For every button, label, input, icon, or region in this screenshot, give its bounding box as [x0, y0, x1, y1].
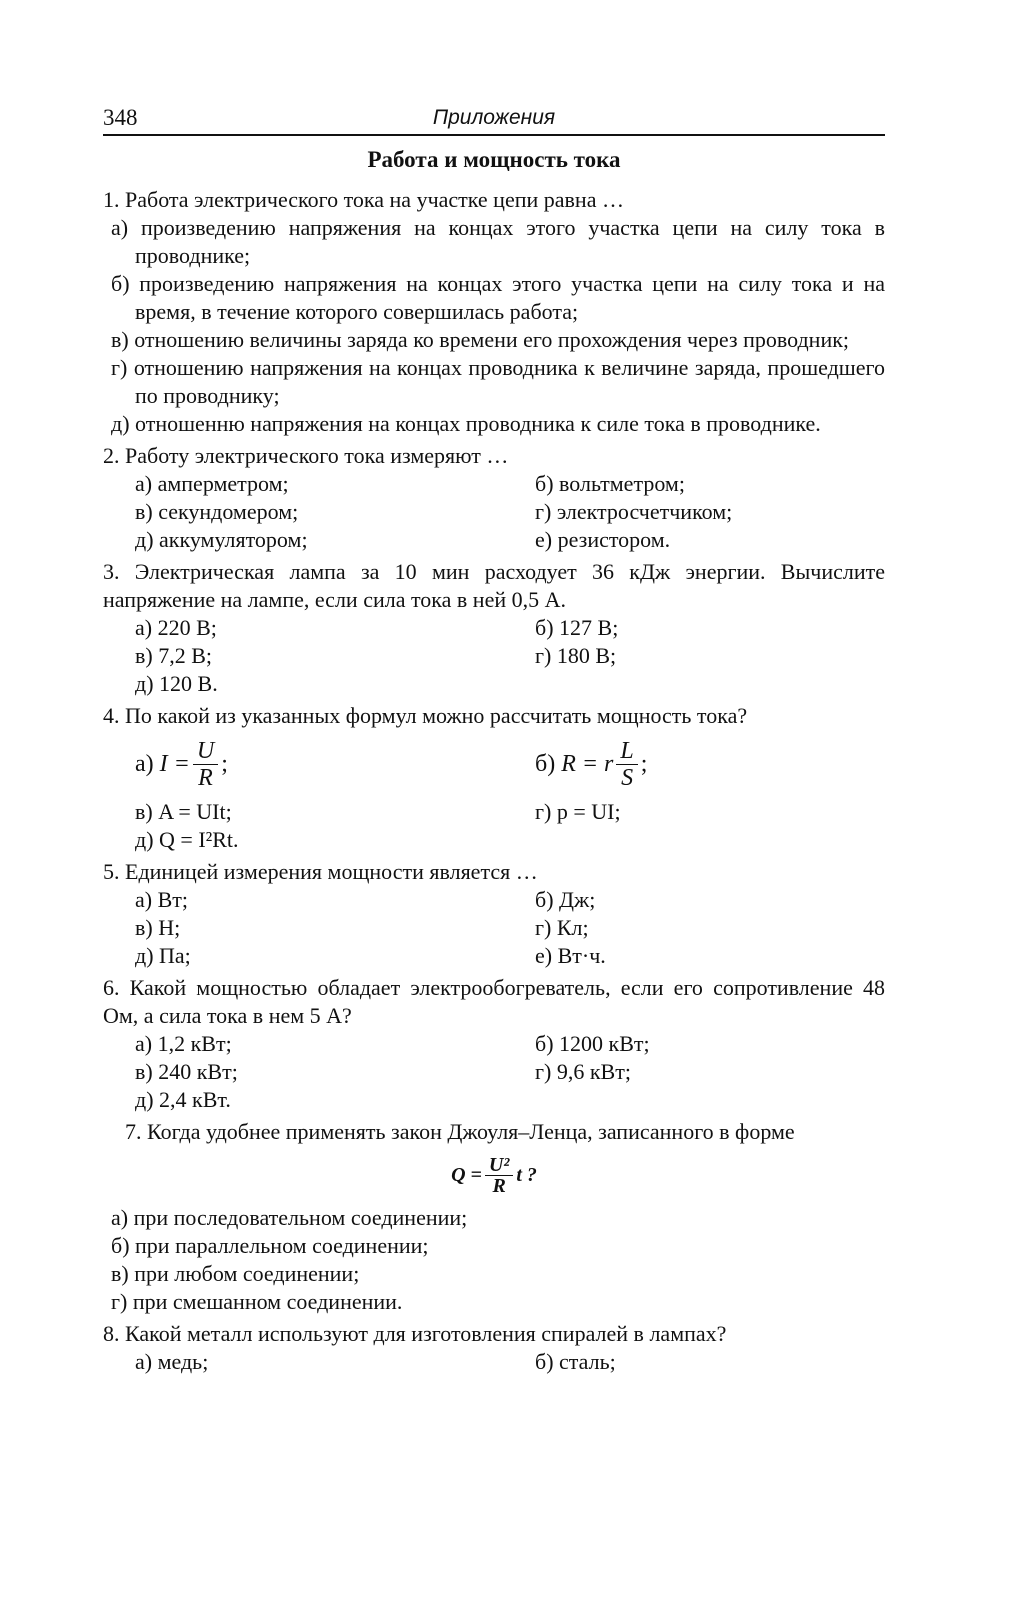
q7-formula-lhs: Q = [451, 1164, 482, 1186]
q6-option-b: б) 1200 кВт; [535, 1031, 650, 1056]
question-5 [103, 858, 885, 970]
question-6-text: 6. Какой мощностью обладает электрообогреватель, если его сопротивление 48 Ом, а сила тока в нем 5 А? [103, 975, 885, 1028]
q7-option-d: г) при смешанном соединении. [111, 1289, 403, 1314]
q7-option-b: б) при параллельном соединении; [111, 1233, 429, 1258]
q3-option-d: г) 180 В; [535, 643, 617, 668]
q2-option-b: б) вольтметром; [535, 471, 685, 496]
q4-formula-row [103, 730, 885, 798]
page-header [103, 104, 885, 136]
q3-option-c: в) 7,2 В; [135, 643, 212, 668]
q7-option-a: а) при последовательном соединении; [111, 1205, 468, 1230]
q4-option-e: д) Q = I²Rt. [135, 827, 239, 852]
q6-option-a: а) 1,2 кВт; [135, 1031, 232, 1056]
q4-option-a-label: а) [135, 751, 154, 777]
q4-option-b-end: ; [640, 751, 648, 777]
question-8-text: 8. Какой металл используют для изготовления спиралей в лампах? [103, 1321, 727, 1346]
q4-option-c: в) A = UIt; [135, 799, 232, 824]
q5-option-e: д) Па; [135, 943, 191, 968]
q4-option-a-denominator: R [198, 764, 213, 791]
q6-option-e: д) 2,4 кВт. [135, 1087, 231, 1112]
question-3-text: 3. Электрическая лампа за 10 мин расходует 36 кДж энергии. Вычислите напряжение на лампе, если сила тока в ней 0,5 А. [103, 559, 885, 612]
q4-option-a-end: ; [221, 751, 228, 777]
q4-option-b-fraction [616, 738, 637, 791]
question-5-text: 5. Единицей измерения мощности является … [103, 859, 538, 884]
q4-option-a-fraction [193, 738, 218, 791]
q7-formula-denominator: R [492, 1174, 506, 1197]
q4-option-d: г) p = UI; [535, 799, 621, 824]
q5-option-f: е) Вт·ч. [535, 943, 606, 968]
q3-option-e: д) 120 В. [135, 671, 218, 696]
question-6 [103, 974, 885, 1114]
q2-option-c: в) секундомером; [135, 499, 299, 524]
q1-option-b: б) произведению напряжения на концах этого участка цепи на силу тока и на время, в течение которого совершилась работа; [111, 271, 885, 324]
question-list [103, 186, 885, 1376]
q4-option-b-denominator: S [621, 764, 634, 791]
question-2-text: 2. Работу электрического тока измеряют … [103, 443, 509, 468]
question-3 [103, 558, 885, 698]
question-1 [103, 186, 885, 438]
q3-option-b: б) 127 В; [535, 615, 619, 640]
question-2 [103, 442, 885, 554]
running-title: Приложения [432, 106, 556, 129]
question-8 [103, 1320, 885, 1376]
q2-option-e: д) аккумулятором; [135, 527, 308, 552]
question-4 [103, 702, 885, 854]
q6-option-d: г) 9,6 кВт; [535, 1059, 631, 1084]
q4-option-a-lhs: I = [159, 751, 190, 777]
q3-option-a: а) 220 В; [135, 615, 217, 640]
q3-options [103, 614, 885, 698]
q4-option-b-numerator: L [616, 738, 637, 765]
q5-option-b: б) Дж; [535, 887, 596, 912]
q4-option-a-numerator: U [193, 738, 218, 765]
q2-option-f: е) резистором. [535, 527, 671, 552]
question-7 [103, 1118, 885, 1316]
q5-options [103, 886, 885, 970]
question-4-text: 4. По какой из указанных формул можно рассчитать мощность тока? [103, 703, 748, 728]
q2-option-a: а) амперметром; [135, 471, 289, 496]
q4-option-b [535, 738, 895, 791]
q7-formula-fraction [485, 1155, 513, 1196]
q7-formula [103, 1146, 885, 1204]
q5-option-a: а) Вт; [135, 887, 188, 912]
q5-option-c: в) Н; [135, 915, 181, 940]
page-number: 348 [103, 105, 138, 130]
q6-options [103, 1030, 885, 1114]
question-7-text: 7. Когда удобнее применять закон Джоуля–Ленца, записанного в форме [125, 1119, 795, 1144]
q2-option-d: г) электросчетчиком; [535, 499, 733, 524]
q4-options-lower [103, 798, 885, 854]
q8-option-a: а) медь; [135, 1349, 209, 1374]
q4-option-a [135, 738, 535, 791]
q1-option-c: в) отношению величины заряда ко времени его прохождения через проводник; [111, 327, 850, 352]
q1-option-d: г) отношению напряжения на концах проводника к величине заряда, прошедшего по проводнику; [111, 355, 885, 408]
q7-option-c: в) при любом соединении; [111, 1261, 360, 1286]
q7-formula-end: t ? [516, 1164, 537, 1186]
q1-option-a: а) произведению напряжения на концах этого участка цепи на силу тока в проводнике; [111, 215, 885, 268]
question-1-text: 1. Работа электрического тока на участке цепи равна … [103, 187, 624, 212]
section-title: Работа и мощность тока [367, 147, 621, 172]
q6-option-c: в) 240 кВт; [135, 1059, 238, 1084]
q1-option-e: д) отношенню напряжения на концах проводника к силе тока в проводнике. [111, 411, 821, 436]
q5-option-d: г) Кл; [535, 915, 589, 940]
q8-option-b: б) сталь; [535, 1349, 616, 1374]
q8-options [103, 1348, 885, 1376]
q7-formula-numerator: U² [485, 1155, 513, 1176]
q4-option-b-label: б) [535, 751, 556, 777]
q2-options [103, 470, 885, 554]
q4-option-b-lhs: R = r [561, 751, 614, 777]
